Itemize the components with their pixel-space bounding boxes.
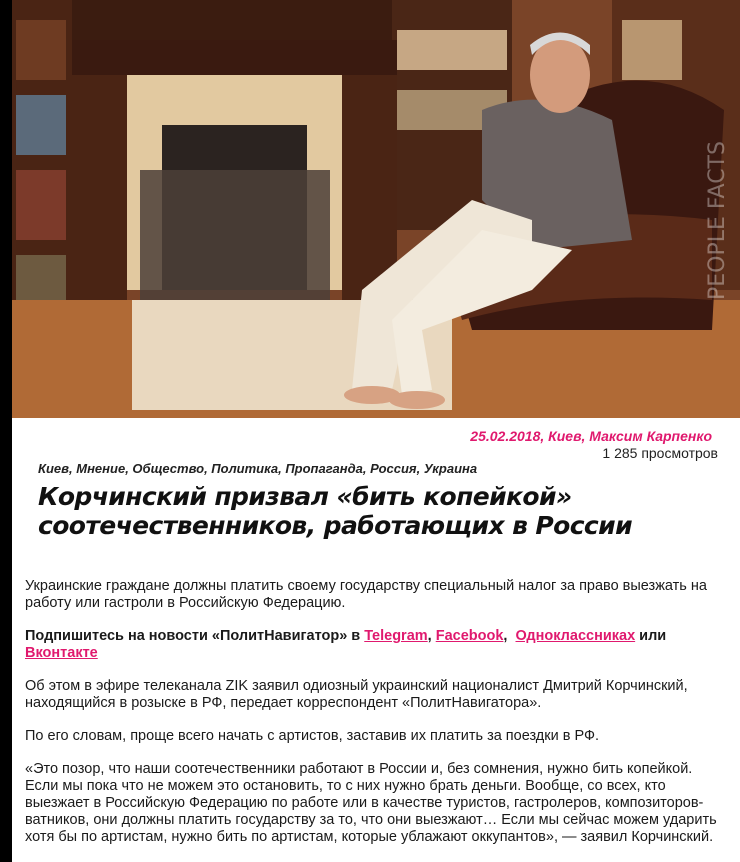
article-quote: «Это позор, что наши соотечественники работают в России и, без сомнения, нужно бить копейкой. Если мы пока что не можем это остановить, то с них нужно брать деньги. Вообще, со всех, кто выезжает в Российскую Федерацию по работе или в качестве туристов, гастролеров, композиторов-ватников, они должны платить государству за то, что они выезжают… Если мы сейчас можем ударить хотя бы по артистам, нужно бить по артистам, которые ублажают оккупантов», — заявил Корчинский. xyxy=(25,761,717,845)
article-photo xyxy=(12,0,740,418)
tag-list: Киев, Мнение, Общество, Политика, Пропаганда, Россия, Украина xyxy=(38,461,478,476)
tag-kiev[interactable]: Киев xyxy=(38,461,70,476)
photo-watermark: PEOPLE FACTS xyxy=(705,141,730,300)
article-lead: Украинские граждане должны платить своему государству специальный налог за право выезжать на работу или гастроли в Российскую Федерацию. xyxy=(25,578,707,611)
tag-opinion[interactable]: Мнение xyxy=(76,461,126,476)
article-body xyxy=(25,578,725,862)
tag-russia[interactable]: Россия xyxy=(370,461,417,476)
subscribe-separator: или xyxy=(635,628,667,644)
odnoklassniki-link[interactable]: Одноклассниках xyxy=(515,628,636,644)
tag-society[interactable]: Общество xyxy=(132,461,205,476)
vkontakte-link[interactable]: Вконтакте xyxy=(25,645,98,661)
tag-propaganda[interactable]: Пропаганда xyxy=(285,461,363,476)
article-paragraph: Об этом в эфире телеканала ZIK заявил одиозный украинский националист Дмитрий Корчинский, находящийся в розыске в РФ, передает корреспондент «ПолитНавигатора». xyxy=(25,678,688,711)
facebook-link[interactable]: Facebook xyxy=(435,628,504,644)
article-meta: 25.02.2018, Киев, Максим Карпенко xyxy=(470,428,712,444)
article-paragraph: По его словам, проще всего начать с артистов, заставив их платить за поездки в РФ. xyxy=(25,728,600,744)
article-title: Корчинский призвал «бить копейкой» соотечественников, работающих в России xyxy=(38,482,632,540)
subscribe-separator: , xyxy=(427,628,436,644)
tag-politics[interactable]: Политика xyxy=(211,461,279,476)
subscribe-prefix: Подпишитесь на новости «ПолитНавигатор» в xyxy=(25,628,365,644)
subscribe-separator: , xyxy=(503,628,516,644)
tag-ukraine[interactable]: Украина xyxy=(423,461,478,476)
telegram-link[interactable]: Telegram xyxy=(364,628,428,644)
left-border xyxy=(0,0,12,862)
view-count: 1 285 просмотров xyxy=(602,445,718,461)
subscribe-line xyxy=(25,628,725,662)
